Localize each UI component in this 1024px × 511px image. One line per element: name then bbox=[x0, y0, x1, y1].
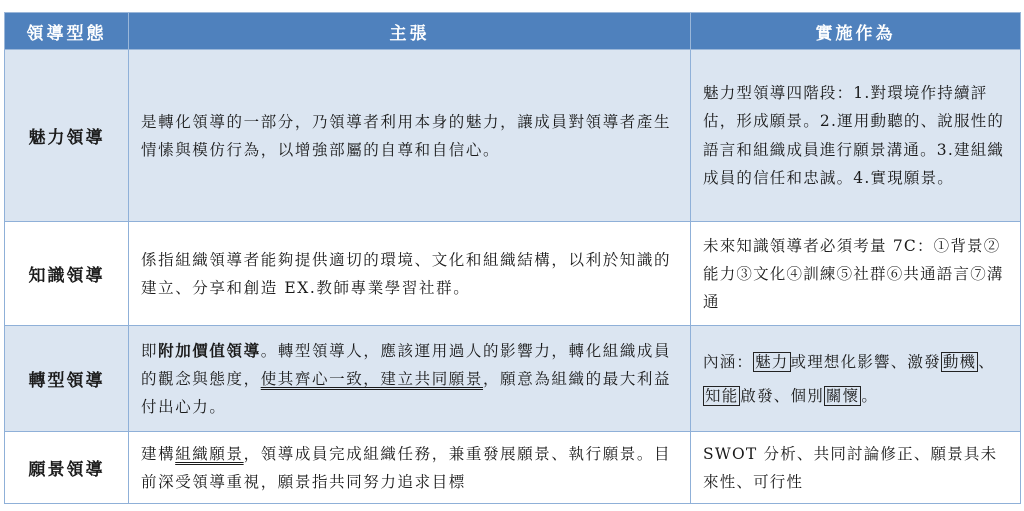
table-row-transformational bbox=[5, 326, 1021, 432]
boxed-term-care: 關懷 bbox=[825, 386, 860, 405]
header-claim: 主張 bbox=[129, 13, 691, 50]
leadership-table-container bbox=[4, 12, 1020, 504]
boxed-term-motivation: 動機 bbox=[942, 352, 977, 371]
table-row-vision bbox=[5, 432, 1021, 504]
claim-text: 係指組織領導者能夠提供適切的環境、文化和組織結構，以利於知識的建立、分享和創造 EX.教師專業學習社群。 bbox=[141, 250, 672, 297]
practice-mid1: 或理想化影響、激發 bbox=[790, 352, 941, 371]
claim-suffix: ，願意為組織的最大利益付出心力。 bbox=[141, 369, 672, 416]
practice-text: 魅力型領導四階段：1.對環境作持續評估，形成願景。2.運用動聽的、說服性的語言和組織成員進行願景溝通。3.建組織成員的信任和忠誠。4.實現願景。 bbox=[703, 83, 1005, 187]
practice-mid2: 、 bbox=[978, 352, 995, 371]
claim-prefix: 即 bbox=[141, 341, 159, 360]
practice-suffix: 。 bbox=[861, 386, 879, 405]
row-claim bbox=[129, 432, 691, 504]
header-practice: 實施作為 bbox=[691, 13, 1021, 50]
row-practice bbox=[691, 50, 1021, 222]
table-row-knowledge bbox=[5, 222, 1021, 326]
practice-mid3: 啟發、個別 bbox=[740, 386, 824, 405]
claim-mid: 。轉型領導人，應該運用過人的影響力，轉化組織成員的觀念與態度， bbox=[141, 341, 672, 388]
row-practice bbox=[691, 432, 1021, 504]
row-claim bbox=[129, 222, 691, 326]
claim-text bbox=[141, 440, 680, 496]
claim-underlined-phrase: 組織願景 bbox=[175, 444, 244, 463]
row-claim bbox=[129, 50, 691, 222]
claim-text bbox=[141, 337, 680, 421]
claim-prefix: 建構 bbox=[141, 444, 176, 463]
practice-text: SWOT 分析、共同討論修正、願景具未來性、可行性 bbox=[703, 444, 998, 491]
practice-text: 未來知識領導者必須考量 7C：①背景②能力③文化④訓練⑤社群⑥共通語言⑦溝通 bbox=[703, 236, 1004, 311]
claim-underlined-phrase: 使其齊心一致，建立共同願景 bbox=[260, 369, 484, 388]
practice-text bbox=[703, 345, 1012, 413]
claim-bold-term: 附加價值領導 bbox=[158, 340, 261, 360]
table-row-charismatic bbox=[5, 50, 1021, 222]
claim-text: 是轉化領導的一部分，乃領導者利用本身的魅力，讓成員對領導者產生情愫與模仿行為，以增強部屬的自尊和自信心。 bbox=[141, 112, 672, 159]
boxed-term-intellect: 知能 bbox=[705, 386, 739, 405]
row-practice bbox=[691, 326, 1021, 432]
leadership-types-table bbox=[4, 12, 1021, 504]
row-claim bbox=[129, 326, 691, 432]
practice-prefix: 內涵： bbox=[703, 352, 754, 371]
boxed-term-charisma: 魅力 bbox=[755, 352, 789, 371]
row-type-label: 願景領導 bbox=[5, 432, 129, 504]
row-practice bbox=[691, 222, 1021, 326]
claim-suffix: ，領導成員完成組織任務，兼重發展願景、執行願景。目前深受領導重視，願景指共同努力追求目標 bbox=[141, 444, 672, 491]
row-type-label: 魅力領導 bbox=[5, 50, 129, 222]
row-type-label: 轉型領導 bbox=[5, 326, 129, 432]
header-type: 領導型態 bbox=[5, 13, 129, 50]
row-type-label: 知識領導 bbox=[5, 222, 129, 326]
table-header-row bbox=[5, 13, 1021, 50]
